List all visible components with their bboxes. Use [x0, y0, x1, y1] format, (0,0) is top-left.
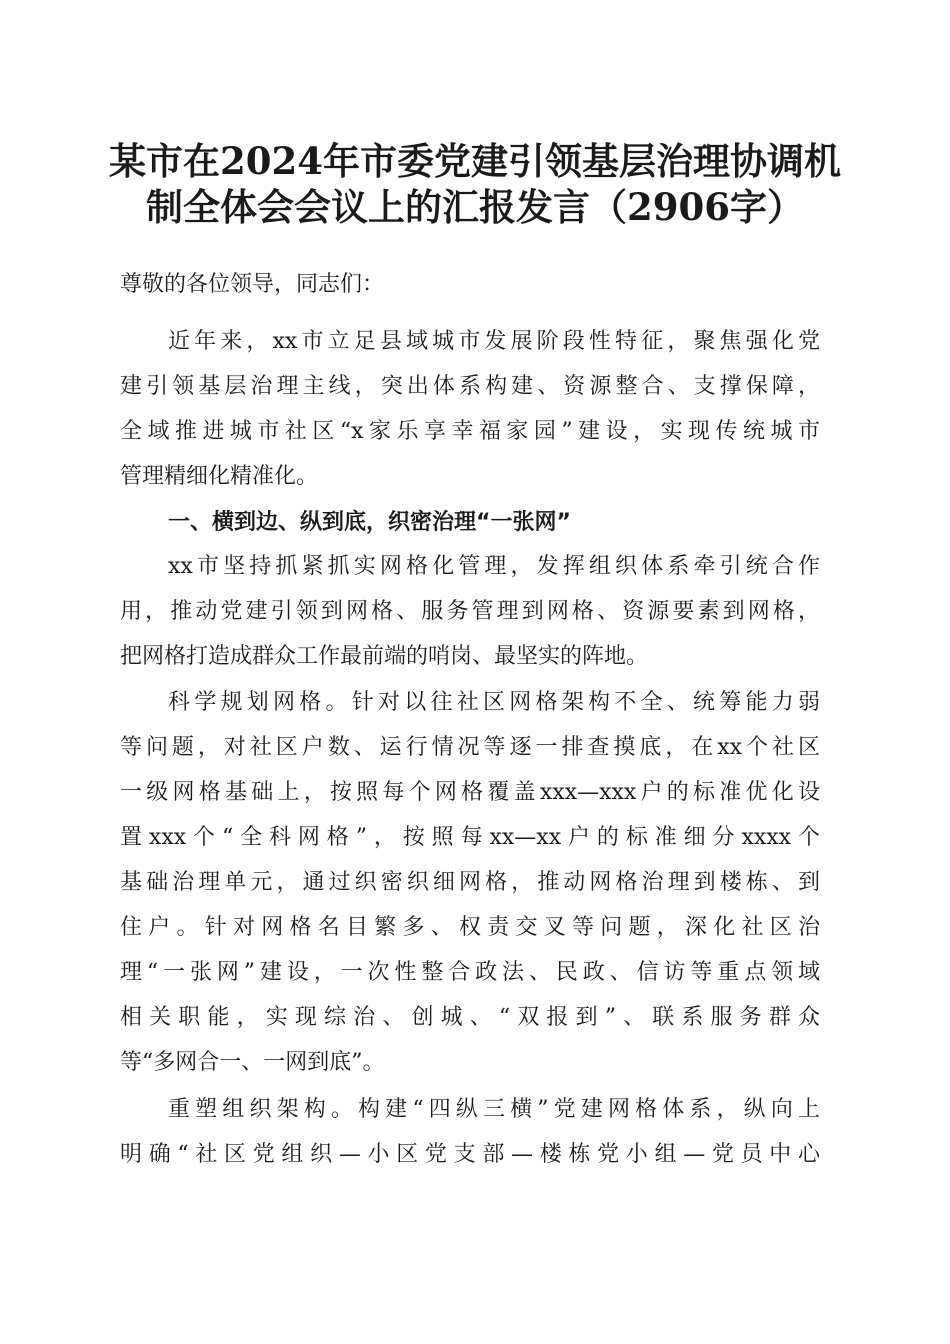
section-heading-1: 一、横到边、纵到底，织密治理“一张网” — [168, 510, 571, 535]
salutation: 尊敬的各位领导，同志们： — [120, 272, 385, 297]
paragraph-4-line-9: 等“多网合一、一网到底”。 — [120, 1050, 385, 1075]
paragraph-3-line-3: 把网格打造成群众工作最前端的哨岗、最坚实的阵地。 — [120, 644, 649, 669]
paragraph-1-line-1: 近年来，xx市立足县域城市发展阶段性特征，聚焦强化党 — [168, 329, 820, 354]
paragraph-3-line-2: 用，推动党建引领到网格、服务管理到网格、资源要素到网格， — [120, 599, 820, 624]
document-title-line-1: 某市在2024年市委党建引领基层治理协调机 — [109, 139, 841, 183]
paragraph-1-line-2: 建引领基层治理主线，突出体系构建、资源整合、支撑保障， — [120, 374, 820, 399]
paragraph-4-line-8: 相关职能，实现综治、创城、“双报到”、联系服务群众 — [120, 1005, 820, 1030]
paragraph-4-line-3: 一级网格基础上，按照每个网格覆盖xxx—xxx户的标准优化设 — [120, 780, 820, 805]
paragraph-5-line-2: 明确“社区党组织—小区党支部—楼栋党小组—党员中心 — [120, 1142, 820, 1167]
paragraph-4-line-2: 等问题，对社区户数、运行情况等逐一排查摸底，在xx个社区 — [120, 735, 820, 760]
paragraph-5-line-1: 重塑组织架构。构建“四纵三横”党建网格体系，纵向上 — [168, 1097, 820, 1122]
paragraph-3-line-1: xx市坚持抓紧抓实网格化管理，发挥组织体系牵引统合作 — [168, 554, 820, 579]
paragraph-1-line-4: 管理精细化精准化。 — [120, 464, 319, 489]
paragraph-4-line-1: 科学规划网格。针对以往社区网格架构不全、统筹能力弱 — [168, 690, 820, 715]
document-title-line-2: 制全体会会议上的汇报发言（2906字） — [146, 185, 804, 229]
paragraph-4-line-4: 置xxx个“全科网格”，按照每xx—xx户的标准细分xxxx个 — [120, 825, 820, 850]
paragraph-1-line-3: 全域推进城市社区“x家乐享幸福家园”建设，实现传统城市 — [120, 419, 820, 444]
paragraph-4-line-7: 理“一张网”建设，一次性整合政法、民政、信访等重点领域 — [120, 960, 820, 985]
paragraph-4-line-6: 住户。针对网格名目繁多、权责交叉等问题，深化社区治 — [120, 915, 820, 940]
paragraph-4-line-5: 基础治理单元，通过织密织细网格，推动网格治理到楼栋、到 — [120, 870, 820, 895]
